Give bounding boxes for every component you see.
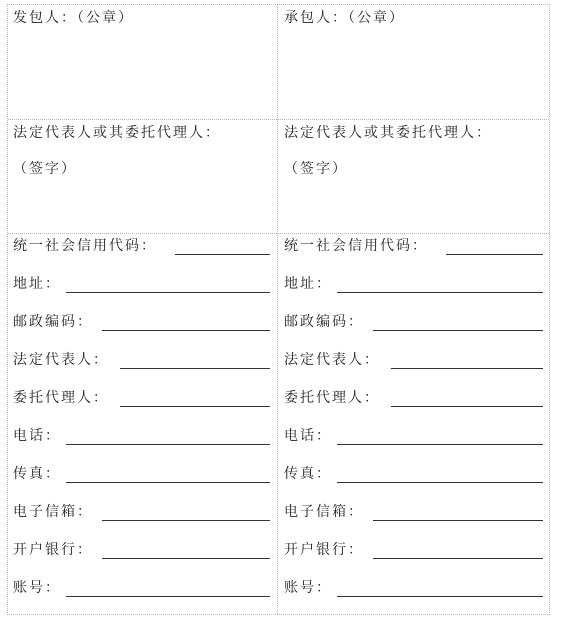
employer-address-label: 地址： bbox=[13, 276, 61, 292]
employer-credit-code-label: 统一社会信用代码： bbox=[13, 238, 157, 254]
contractor-credit-code-label: 统一社会信用代码： bbox=[284, 238, 428, 254]
employer-fax-label: 传真： bbox=[13, 466, 61, 482]
employer-legal-rep-label: 法定代表人： bbox=[13, 352, 109, 368]
employer-agent-label: 委托代理人： bbox=[13, 390, 109, 406]
employer-agent-field[interactable] bbox=[120, 406, 270, 407]
employer-account-label: 账号： bbox=[13, 580, 61, 596]
contractor-bank-field[interactable] bbox=[373, 558, 543, 559]
employer-credit-code-field[interactable] bbox=[175, 254, 270, 255]
employer-legal-rep-field[interactable] bbox=[120, 368, 270, 369]
contractor-fax-label: 传真： bbox=[284, 466, 332, 482]
contractor-sign-label: （签字） bbox=[284, 161, 348, 177]
contractor-agent-label: 委托代理人： bbox=[284, 390, 380, 406]
contractor-address-field[interactable] bbox=[337, 292, 543, 293]
contractor-account-field[interactable] bbox=[337, 596, 543, 597]
employer-email-field[interactable] bbox=[102, 520, 270, 521]
employer-fax-field[interactable] bbox=[66, 482, 270, 483]
signature-table bbox=[7, 4, 550, 615]
contractor-agent-field[interactable] bbox=[391, 406, 543, 407]
contractor-bank-label: 开户银行： bbox=[284, 542, 364, 558]
contractor-address-label: 地址： bbox=[284, 276, 332, 292]
contractor-email-label: 电子信箱： bbox=[284, 504, 364, 520]
contractor-phone-label: 电话： bbox=[284, 428, 332, 444]
employer-account-field[interactable] bbox=[66, 596, 270, 597]
employer-bank-field[interactable] bbox=[102, 558, 270, 559]
employer-phone-label: 电话： bbox=[13, 428, 61, 444]
row-divider-2 bbox=[8, 233, 549, 234]
contractor-email-field[interactable] bbox=[373, 520, 543, 521]
employer-bank-label: 开户银行： bbox=[13, 542, 93, 558]
employer-address-field[interactable] bbox=[66, 292, 270, 293]
column-divider bbox=[277, 5, 278, 614]
contractor-phone-field[interactable] bbox=[337, 444, 543, 445]
contractor-legal-rep-label: 法定代表人： bbox=[284, 352, 380, 368]
employer-rep-label: 法定代表人或其委托代理人： bbox=[13, 125, 221, 141]
contractor-fax-field[interactable] bbox=[337, 482, 543, 483]
employer-email-label: 电子信箱： bbox=[13, 504, 93, 520]
contractor-credit-code-field[interactable] bbox=[446, 254, 543, 255]
contractor-legal-rep-field[interactable] bbox=[391, 368, 543, 369]
contractor-rep-label: 法定代表人或其委托代理人： bbox=[284, 125, 492, 141]
employer-postcode-field[interactable] bbox=[102, 330, 270, 331]
contractor-postcode-field[interactable] bbox=[373, 330, 543, 331]
employer-postcode-label: 邮政编码： bbox=[13, 314, 93, 330]
employer-seal-label: 发包人：（公章） bbox=[13, 10, 134, 26]
row-divider-1 bbox=[8, 119, 549, 120]
contractor-postcode-label: 邮政编码： bbox=[284, 314, 364, 330]
contractor-account-label: 账号： bbox=[284, 580, 332, 596]
contractor-seal-label: 承包人：（公章） bbox=[284, 10, 405, 26]
employer-sign-label: （签字） bbox=[13, 161, 77, 177]
employer-phone-field[interactable] bbox=[66, 444, 270, 445]
